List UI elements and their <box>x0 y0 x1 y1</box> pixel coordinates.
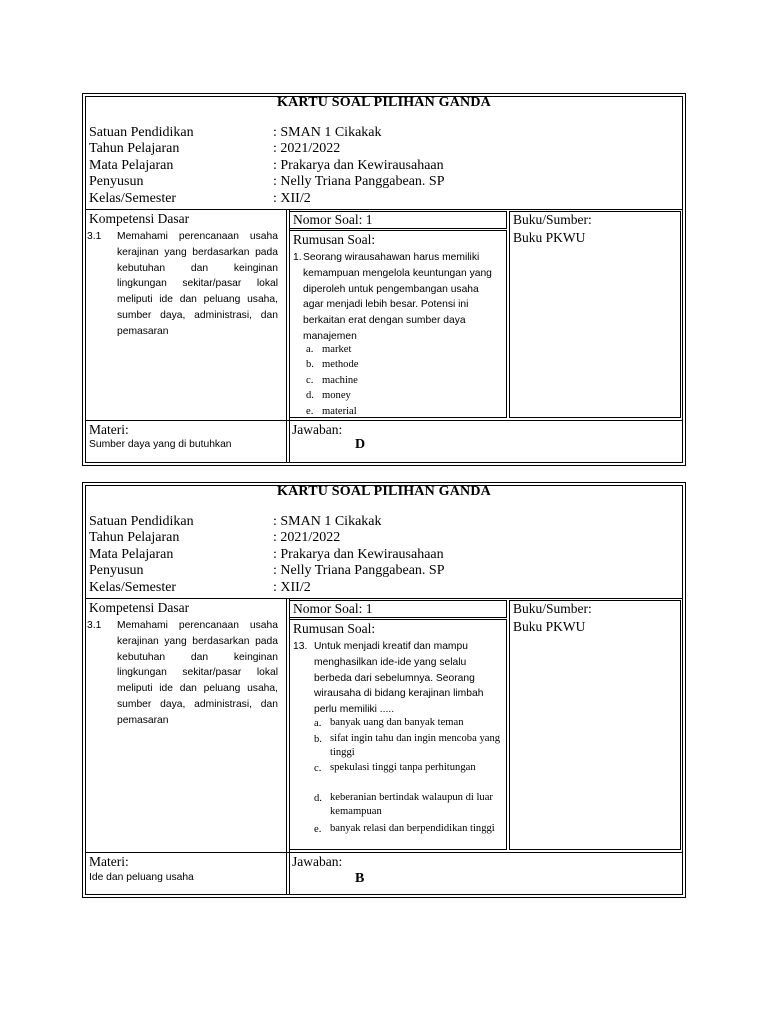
materi-label: Materi: <box>89 422 129 437</box>
rumusan-label: Rumusan Soal: <box>293 621 376 636</box>
info-value: : Prakarya dan Kewirausahaan <box>273 157 444 173</box>
option-letter: b. <box>314 733 322 745</box>
info-label: Kelas/Semester <box>89 190 177 206</box>
jawaban-label: Jawaban: <box>292 854 343 869</box>
question-text: Seorang wirausahawan harus memiliki kemampuan mengelola keuntungan yang diperoleh untuk pengembangan usaha agar menjadi lebih besar. Potensi ini berkaitan erat dengan sumber daya manajemen <box>303 252 492 342</box>
kd-header: Kompetensi Dasar <box>89 600 190 615</box>
question-number: 13. <box>293 641 308 652</box>
materi-value: Ide dan peluang usaha <box>89 872 194 883</box>
buku-label: Buku/Sumber: <box>513 212 592 227</box>
kd-text: Memahami perencanaan usaha kerajinan yang berdasarkan pada kebutuhan dan keinginan lingkungan sekitar/pasar lokal meliputi ide dan peluang usaha, sumber daya, administrasi, dan pemasaran <box>117 231 278 337</box>
info-value: : 2021/2022 <box>273 530 341 546</box>
info-label: Mata Pelajaran <box>89 546 174 562</box>
option-text: machine <box>322 374 358 386</box>
info-value: : Nelly Triana Panggabean. SP <box>273 563 445 579</box>
divider <box>85 598 683 599</box>
jawaban-value: B <box>355 871 365 886</box>
kd-header: Kompetensi Dasar <box>89 211 190 226</box>
info-value: : Nelly Triana Panggabean. SP <box>273 174 445 190</box>
divider <box>85 852 683 853</box>
option-letter: c. <box>306 374 314 386</box>
option-letter: e. <box>314 823 322 835</box>
option-letter: d. <box>306 390 314 402</box>
nomor-soal-box <box>289 600 507 618</box>
jawaban-label: Jawaban: <box>292 422 343 437</box>
info-value: : SMAN 1 Cikakak <box>273 125 382 140</box>
info-value: : SMAN 1 Cikakak <box>273 514 382 529</box>
info-label: Penyusun <box>89 563 144 579</box>
option-text: banyak uang dan banyak teman <box>330 717 464 728</box>
question-card-1 <box>82 93 686 466</box>
buku-label: Buku/Sumber: <box>513 601 592 616</box>
option-text: money <box>322 390 351 402</box>
option-text: keberanian bertindak walaupun di luar kemampuan <box>330 791 493 817</box>
option-letter: a. <box>306 344 314 355</box>
option-text: banyak relasi dan berpendidikan tinggi <box>330 822 495 834</box>
buku-sumber-box <box>509 211 681 418</box>
info-label: Mata Pelajaran <box>89 157 174 173</box>
info-value: : XII/2 <box>273 579 311 595</box>
info-value: : 2021/2022 <box>273 141 341 157</box>
info-value: : XII/2 <box>273 190 311 206</box>
info-label: Kelas/Semester <box>89 579 177 595</box>
divider <box>85 209 683 210</box>
option-text: material <box>322 405 357 417</box>
materi-value: Sumber daya yang di butuhkan <box>89 439 232 450</box>
nomor-soal-box <box>289 211 507 229</box>
question-number: 1. <box>293 252 302 263</box>
info-label: Penyusun <box>89 174 144 190</box>
info-label: Tahun Pelajaran <box>89 530 180 546</box>
option-text: spekulasi tinggi tanpa perhitungan <box>330 761 476 773</box>
divider <box>85 420 683 421</box>
option-text: sifat ingin tahu dan ingin mencoba yang tinggi <box>330 732 501 758</box>
info-label: Tahun Pelajaran <box>89 141 180 157</box>
question-text: Untuk menjadi kreatif dan mampu menghasilkan ide-ide yang selalu berbeda dari sebelumnya. Seorang wirausaha di bidang kerajinan limbah perlu memiliki ..... <box>314 641 484 716</box>
jawaban-value: D <box>355 437 366 452</box>
divider <box>286 598 287 895</box>
nomor-soal: Nomor Soal: 1 <box>293 212 373 227</box>
rumusan-label: Rumusan Soal: <box>293 232 376 247</box>
option-letter: d. <box>314 792 322 804</box>
option-text: market <box>322 344 352 355</box>
info-label: Satuan Pendidikan <box>89 514 194 529</box>
option-letter: b. <box>306 359 314 371</box>
buku-value: Buku PKWU <box>513 619 586 634</box>
question-card-2 <box>82 482 686 898</box>
rumusan-soal-box <box>289 619 507 850</box>
card-title: KARTU SOAL PILIHAN GANDA <box>277 95 491 110</box>
info-label: Satuan Pendidikan <box>89 125 194 140</box>
nomor-soal: Nomor Soal: 1 <box>293 601 373 616</box>
option-letter: c. <box>314 762 322 774</box>
materi-label: Materi: <box>89 854 129 869</box>
card-title: KARTU SOAL PILIHAN GANDA <box>277 484 491 499</box>
info-value: : Prakarya dan Kewirausahaan <box>273 546 444 562</box>
rumusan-soal-box <box>289 230 507 418</box>
option-letter: e. <box>306 405 314 417</box>
option-letter: a. <box>314 718 322 729</box>
option-text: methode <box>322 359 359 371</box>
kd-number: 3.1 <box>87 231 102 242</box>
divider <box>286 209 287 463</box>
kd-number: 3.1 <box>87 620 102 631</box>
buku-sumber-box <box>509 600 681 850</box>
kd-text: Memahami perencanaan usaha kerajinan yang berdasarkan pada kebutuhan dan keinginan lingkungan sekitar/pasar lokal meliputi ide dan peluang usaha, sumber daya, administrasi, dan pemasaran <box>117 620 278 726</box>
buku-value: Buku PKWU <box>513 230 586 245</box>
